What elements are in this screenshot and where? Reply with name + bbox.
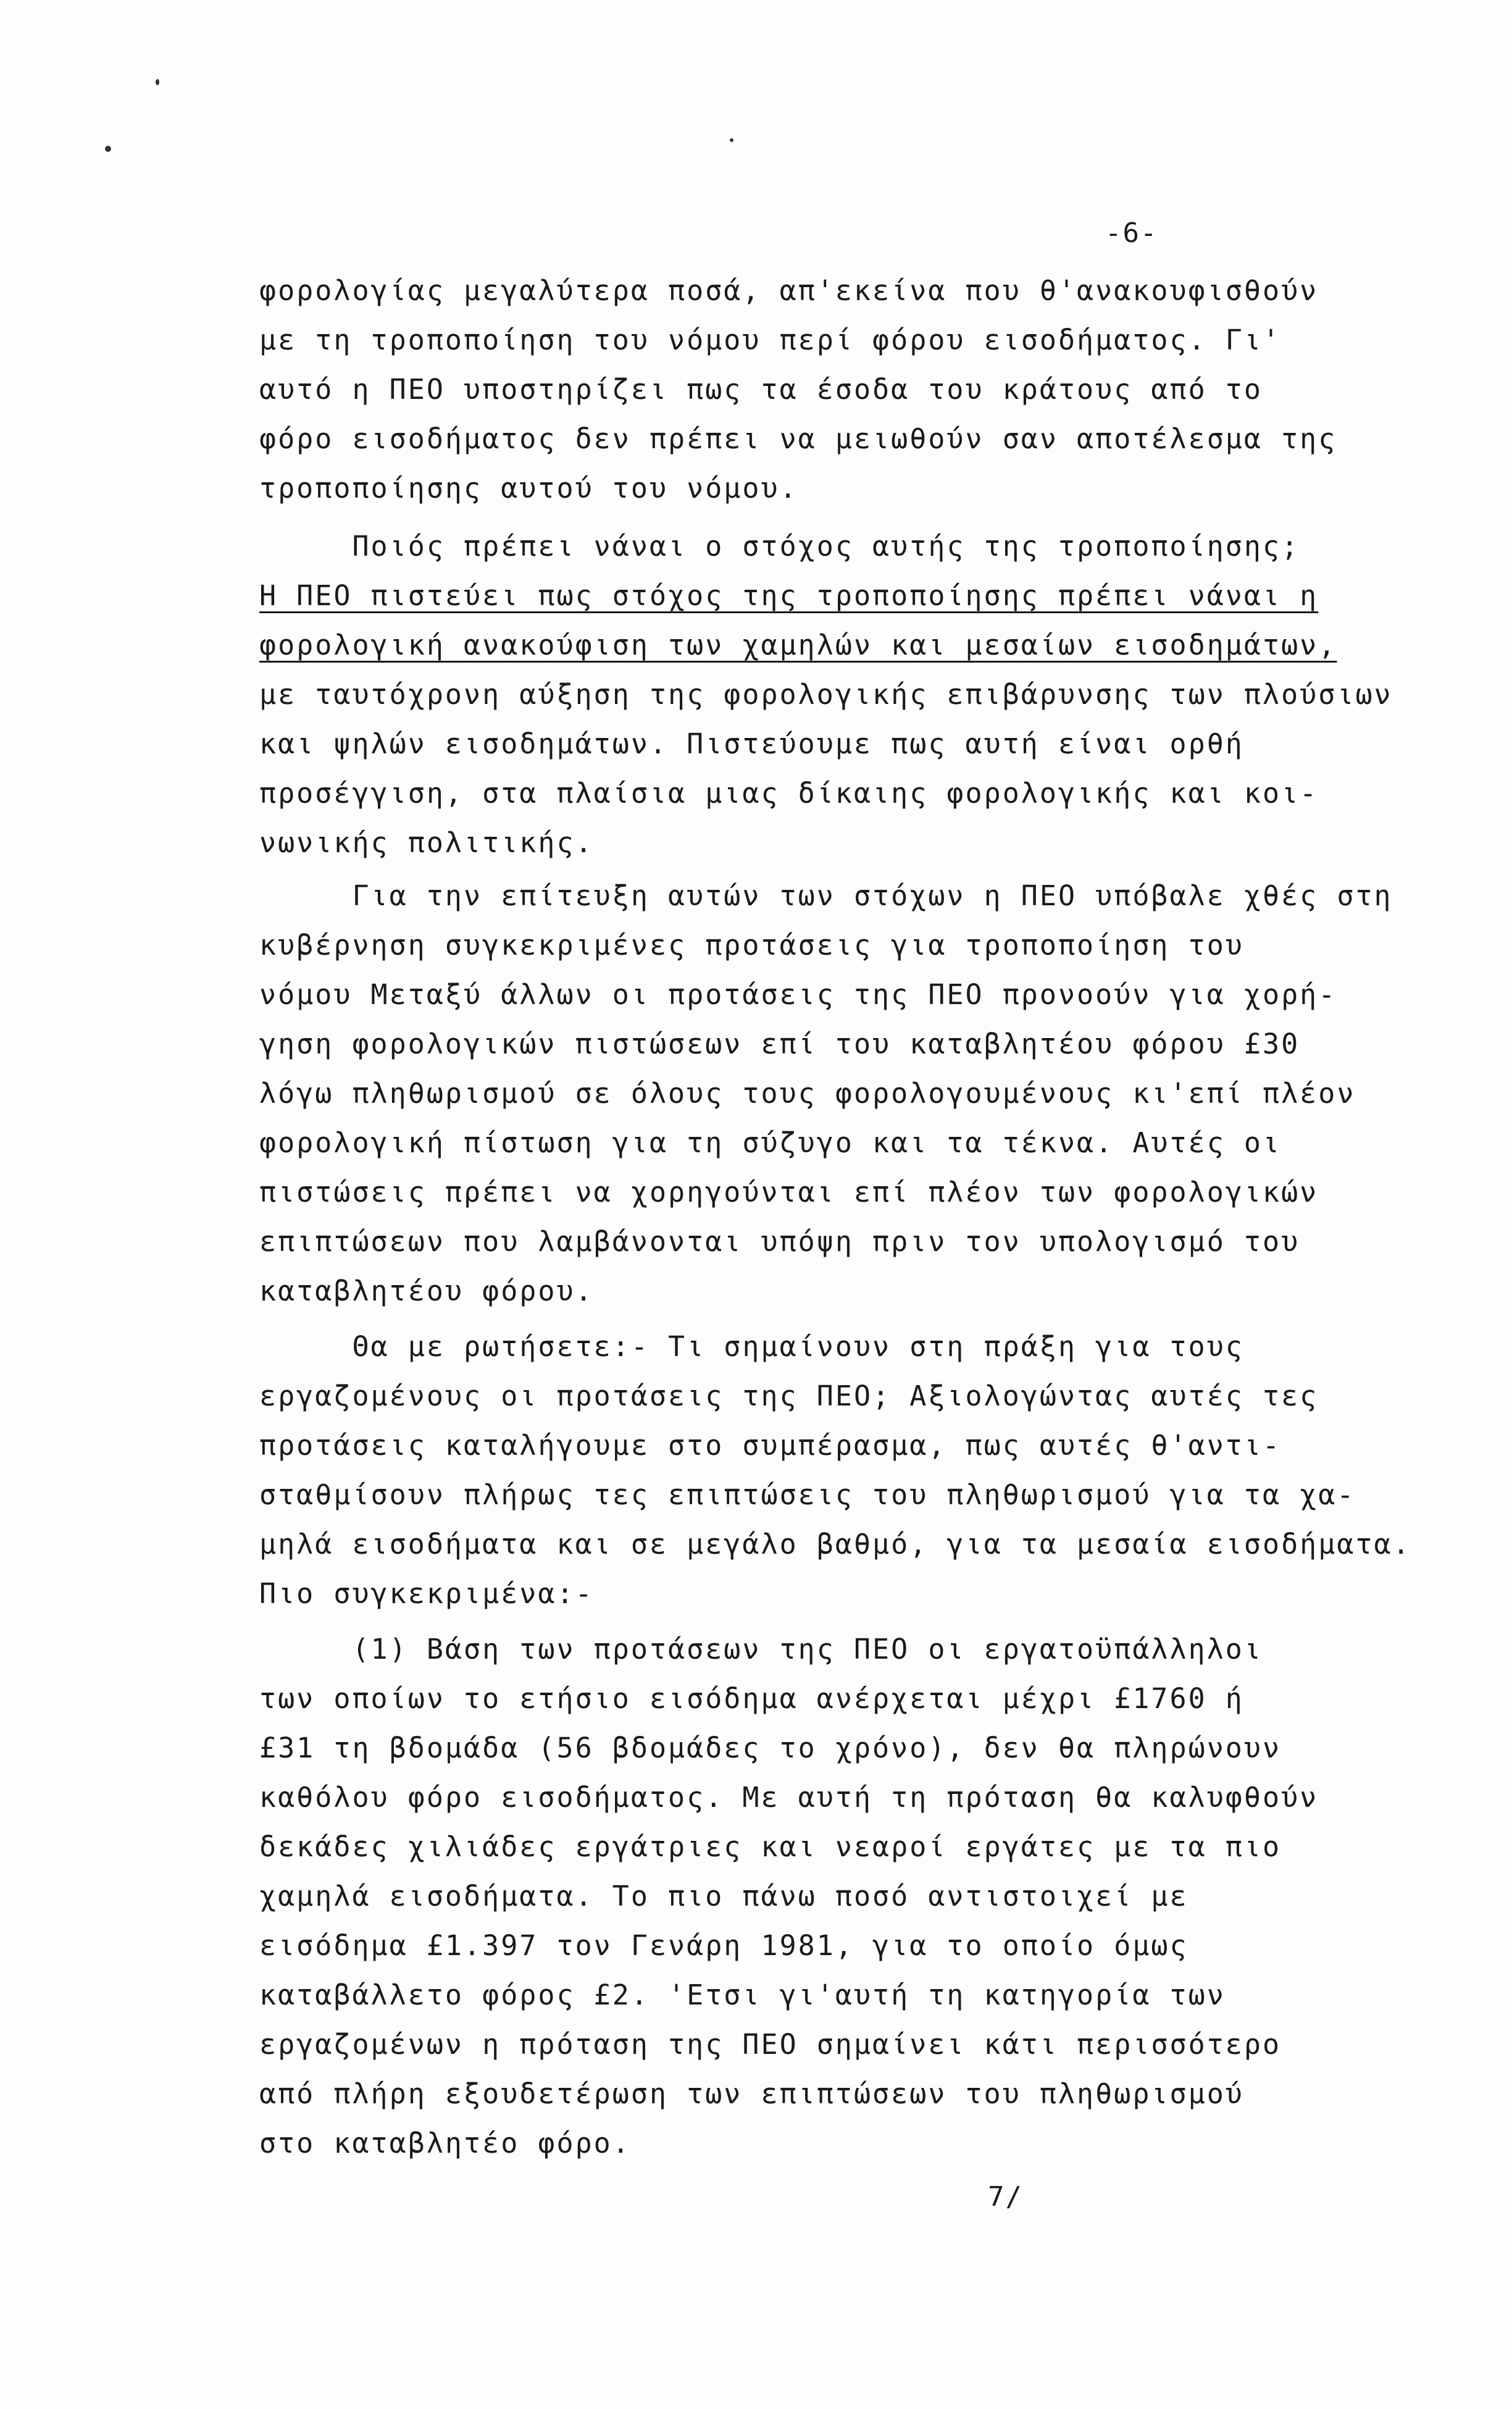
text-line: φορολογίας μεγαλύτερα ποσά, απ'εκείνα που θ'ανακουφισθούν [259,274,1319,307]
text-line: φόρο εισοδήματος δεν πρέπει να μειωθούν σαν αποτέλεσμα της [259,422,1337,455]
text-line: μηλά εισοδήματα και σε μεγάλο βαθμό, για τα μεσαία εισοδήματα. [259,1528,1411,1561]
text-line: στο καταβλητέο φόρο. [259,2127,631,2160]
text-line: (1) Βάση των προτάσεων της ΠΕΟ οι εργατοϋπάλληλοι [259,1633,1263,1665]
text-line: και ψηλών εισοδημάτων. Πιστεύουμε πως αυτή είναι ορθή [259,727,1244,760]
text-line: Ποιός πρέπει νάναι ο στόχος αυτής της τροποποίησης; [259,530,1300,563]
text-line: αυτό η ΠΕΟ υποστηρίζει πως τα έσοδα του κράτους από το [259,373,1263,406]
text-line: σταθμίσουν πλήρως τες επιπτώσεις του πληθωρισμού για τα χα- [259,1478,1356,1511]
text-line: τροποποίησης αυτού του νόμου. [259,472,798,505]
text-line: εργαζομένους οι προτάσεις της ΠΕΟ; Αξιολογώντας αυτές τες [259,1380,1319,1412]
text-line: επιπτώσεων που λαμβάνονται υπόψη πριν τον υπολογισμό του [259,1225,1300,1258]
text-line: χαμηλά εισοδήματα. Το πιο πάνω ποσό αντιστοιχεί με [259,1880,1188,1913]
underlined-text-line: Η ΠΕΟ πιστεύει πως στόχος της τροποποίησης πρέπει νάναι η [259,579,1319,612]
text-line: των οποίων το ετήσιο εισόδημα ανέρχεται μέχρι £1760 ή [259,1682,1244,1715]
text-line: με ταυτόχρονη αύξηση της φορολογικής επιβάρυνσης των πλούσιων [259,678,1393,711]
text-line: εργαζομένων η πρόταση της ΠΕΟ σημαίνει κάτι περισσότερο [259,2028,1282,2061]
text-line: από πλήρη εξουδετέρωση των επιπτώσεων του πληθωρισμού [259,2077,1244,2110]
text-line: Πιο συγκεκριμένα:- [259,1577,594,1610]
text-line: Θα με ρωτήσετε:- Τι σημαίνουν στη πράξη για τους [259,1330,1244,1363]
text-line: νόμου Μεταξύ άλλων οι προτάσεις της ΠΕΟ προνοούν για χορή- [259,978,1337,1011]
text-line: με τη τροποποίηση του νόμου περί φόρου εισοδήματος. Γι' [259,324,1282,356]
scan-speck [105,146,111,152]
scan-speck [156,79,159,85]
text-line: πιστώσεις πρέπει να χορηγούνται επί πλέον των φορολογικών [259,1176,1319,1209]
scan-speck [730,138,733,142]
text-line: £31 τη βδομάδα (56 βδομάδες το χρόνο), δεν θα πληρώνουν [259,1732,1282,1764]
underlined-text-line: φορολογική ανακούφιση των χαμηλών και μεσαίων εισοδημάτων, [259,629,1337,661]
text-line: κυβέρνηση συγκεκριμένες προτάσεις για τροποποίηση του [259,929,1244,962]
text-line: γηση φορολογικών πιστώσεων επί του καταβλητέου φόρου £30 [259,1028,1300,1060]
text-line: προσέγγιση, στα πλαίσια μιας δίκαιης φορολογικής και κοι- [259,777,1319,810]
text-line: καθόλου φόρο εισοδήματος. Με αυτή τη πρόταση θα καλυφθούν [259,1781,1319,1814]
text-line: προτάσεις καταλήγουμε στο συμπέρασμα, πως αυτές θ'αντι- [259,1429,1282,1462]
text-line: καταβάλλετο φόρος £2. 'Ετσι γι'αυτή τη κατηγορία των [259,1979,1226,2011]
text-line: λόγω πληθωρισμού σε όλους τους φορολογουμένους κι'επί πλέον [259,1077,1356,1110]
text-line: δεκάδες χιλιάδες εργάτριες και νεαροί εργάτες με τα πιο [259,1830,1282,1863]
text-line: φορολογική πίστωση για τη σύζυγο και τα τέκνα. Αυτές οι [259,1126,1282,1159]
text-line: νωνικής πολιτικής. [259,826,594,859]
continuation-marker: 7/ [988,2181,1023,2213]
text-line: Για την επίτευξη αυτών των στόχων η ΠΕΟ υπόβαλε χθές στη [259,879,1393,912]
text-line: καταβλητέου φόρου. [259,1275,594,1307]
text-line: εισόδημα £1.397 τον Γενάρη 1981, για το οποίο όμως [259,1929,1188,1962]
page-number: -6- [1105,217,1158,249]
